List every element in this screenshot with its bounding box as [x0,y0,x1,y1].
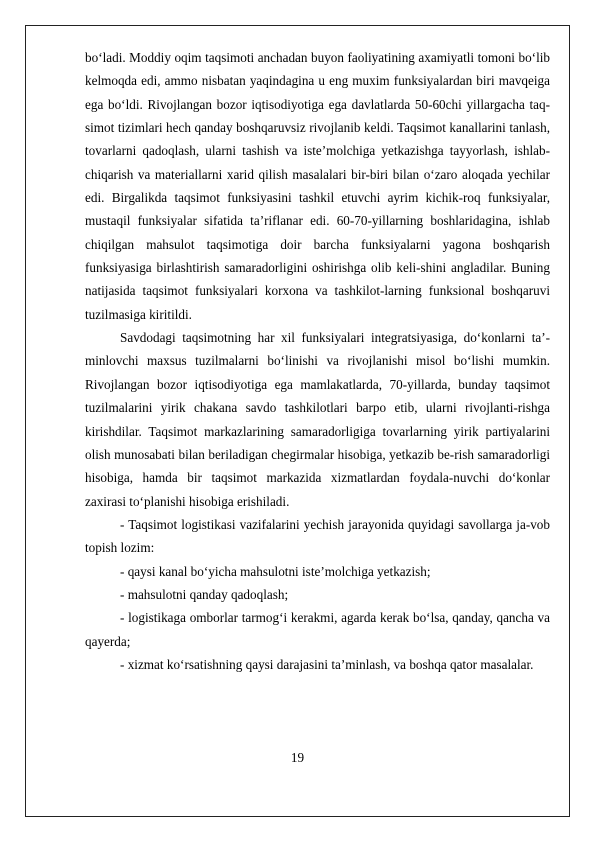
page-body [85,46,550,676]
paragraph-2: Savdodagi taqsimotning har xil funksiyalari integratsiyasiga, do‘konlarni ta’-minlovchi maxsus tuzilmalarni bo‘linishi va rivojlanishi misol bo‘lishi mumkin. Rivojlangan bozor iqtisodiyotiga ega mamlakatlarda, 70-yillarda, bunday taqsimot tuzilmalarini yirik chakana savdo tashkilotlari barpo etib, ularni rivojlanti-rishga kirishdilar. Taqsimot markazlarining samaradorligiga tovarlarning yirik partiyalarini olish munosabati bilan beriladigan chegirmalar hisobiga, yetkazib be-rish samaradorligi hisobiga, hamda bir taqsimot markazida xizmatlardan foydala-nuvchi do‘konlar zaxirasi to‘planishi hisobiga erishiladi. [85,330,550,509]
paragraph-3: - Taqsimot logistikasi vazifalarini yechish jarayonida quyidagi savollarga ja-vob topish lozim: [85,516,550,556]
list-item-service-level: - xizmat ko‘rsatishning qaysi darajasini ta’minlash, va boshqa qator masalalar. [120,656,534,672]
list-item-channel: - qaysi kanal bo‘yicha mahsulotni iste’molchiga yetkazish; [120,563,431,579]
paragraph-1: bo‘ladi. Moddiy oqim taqsimoti anchadan buyon faoliyatining axamiyatli tomoni bo‘lib kelmoqda edi, ammo nisbatan yaqindagina u eng muxim funksiyalardan biri mavqeiga ega bo‘ldi. Rivojlangan bozor iqtisodiyotiga ega davlatlarda 50-60chi yillargacha taq-simot tizimlari hech qanday boshqaruvsiz rivojlanib keldi. Taqsimot kanallarini tanlash, tovarlarni qadoqlash, ularni tashish va iste’molchiga yetkazishga tayyorlash, ishlab-chiqarish va materiallarni xarid qilish masalalari bir-biri bilan o‘zaro aloqada yechilar edi. Birgalikda taqsimot funksiyasini tashkil etuvchi ayrim kichik-roq funksiyalar, mustaqil funksiyalar sifatida ta’riflanar edi. 60-70-yillarning boshlaridagina, ishlab chiqilgan mahsulot taqsimotiga doir barcha funksiyalarni yagona boshqarish funksiyasiga birlashtirish samaradorligini oshirishga olib keli-shini angladilar. Buning natijasida taqsimot funksiyalari korxona va tashkilot-larning funksional boshqaruvi tuzilmasiga kiritildi. [85,50,550,322]
list-item-packaging: - mahsulotni qanday qadoqlash; [120,586,289,602]
list-item-warehouses: - logistikaga omborlar tarmog‘i kerakmi, agarda kerak bo‘lsa, qanday, qancha va qayerda; [85,610,550,649]
page-number: 19 [290,750,305,765]
